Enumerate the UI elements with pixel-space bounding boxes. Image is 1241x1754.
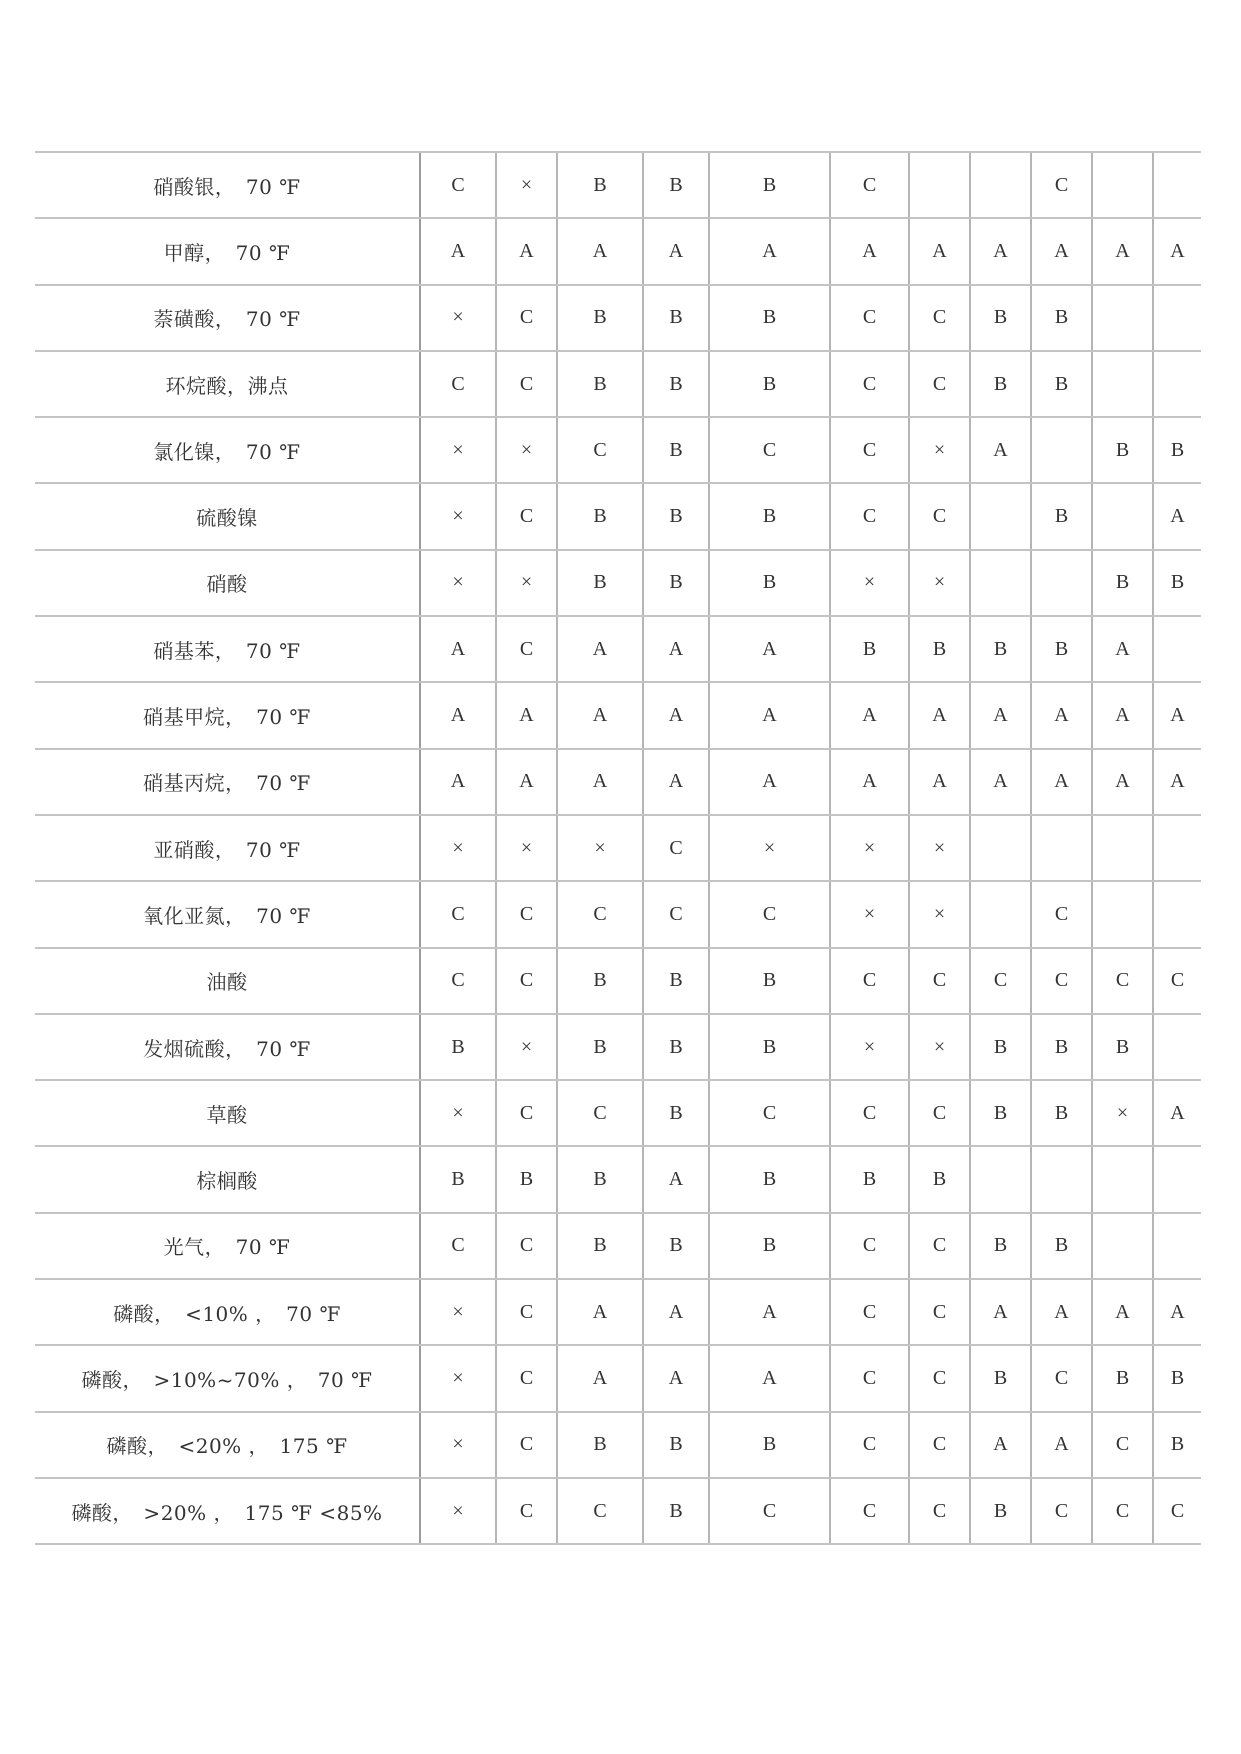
rating-cell: B (643, 1478, 709, 1544)
table-row (35, 1014, 1201, 1080)
rating-cell: A (830, 218, 909, 284)
rating-cell: × (830, 815, 909, 881)
rating-cell: × (496, 815, 557, 881)
rating-cell: C (1031, 1345, 1092, 1411)
rating-cell: × (709, 815, 830, 881)
table-row (35, 483, 1201, 549)
rating-cell (970, 881, 1031, 947)
rating-cell (1031, 417, 1092, 483)
rating-cell: × (830, 1014, 909, 1080)
rating-cell: B (970, 1014, 1031, 1080)
rating-cell: × (909, 881, 970, 947)
rating-cell: A (1153, 749, 1201, 815)
rating-cell: A (1092, 218, 1153, 284)
rating-cell: C (557, 881, 643, 947)
rating-cell: A (1031, 218, 1092, 284)
rating-cell: B (1153, 1345, 1201, 1411)
rating-cell: C (830, 1279, 909, 1345)
rating-cell: C (909, 483, 970, 549)
rating-cell: B (970, 1080, 1031, 1146)
rating-cell: A (1092, 616, 1153, 682)
table-row (35, 1213, 1201, 1279)
rating-cell: C (909, 1478, 970, 1544)
rating-cell: C (709, 881, 830, 947)
rating-cell: C (1031, 1478, 1092, 1544)
rating-cell: C (830, 351, 909, 417)
rating-cell: C (830, 152, 909, 218)
rating-cell: × (909, 550, 970, 616)
rating-cell: A (830, 749, 909, 815)
rating-cell: B (557, 285, 643, 351)
table-row (35, 1279, 1201, 1345)
rating-cell: C (496, 1412, 557, 1478)
rating-cell: C (496, 1345, 557, 1411)
medium-name-cell: 棕榈酸 (35, 1146, 420, 1212)
table-row (35, 285, 1201, 351)
rating-cell: C (909, 1345, 970, 1411)
rating-cell: A (496, 749, 557, 815)
rating-cell: B (1031, 1014, 1092, 1080)
rating-cell: A (557, 1345, 643, 1411)
rating-cell: A (709, 1279, 830, 1345)
rating-cell: × (420, 1279, 496, 1345)
rating-cell: A (1153, 218, 1201, 284)
rating-cell: C (420, 948, 496, 1014)
rating-cell: A (709, 1345, 830, 1411)
rating-cell (1153, 152, 1201, 218)
rating-cell: A (643, 1146, 709, 1212)
rating-cell: C (830, 1345, 909, 1411)
medium-name-cell: 磷酸， <10% ， 70 ℉ (35, 1279, 420, 1345)
rating-cell: A (1031, 749, 1092, 815)
rating-cell: A (420, 749, 496, 815)
rating-cell: C (1031, 881, 1092, 947)
rating-cell: B (1031, 483, 1092, 549)
rating-cell: A (909, 218, 970, 284)
rating-cell: B (557, 1146, 643, 1212)
rating-cell: A (830, 682, 909, 748)
rating-cell: B (1031, 1080, 1092, 1146)
table-row (35, 218, 1201, 284)
medium-name-cell: 环烷酸，沸点 (35, 351, 420, 417)
rating-cell: B (970, 616, 1031, 682)
rating-cell: A (909, 682, 970, 748)
rating-cell: B (557, 1014, 643, 1080)
rating-cell (970, 550, 1031, 616)
table-row (35, 881, 1201, 947)
rating-cell: B (643, 1080, 709, 1146)
rating-cell (970, 483, 1031, 549)
table-row (35, 815, 1201, 881)
rating-cell: B (709, 550, 830, 616)
rating-cell: A (1153, 682, 1201, 748)
rating-cell: A (970, 682, 1031, 748)
rating-cell (1153, 616, 1201, 682)
rating-cell: C (496, 285, 557, 351)
table-row (35, 682, 1201, 748)
rating-cell: C (909, 948, 970, 1014)
medium-name-cell: 磷酸， <20% ， 175 ℉ (35, 1412, 420, 1478)
rating-cell: B (1153, 550, 1201, 616)
rating-cell: A (643, 749, 709, 815)
rating-cell (1092, 351, 1153, 417)
rating-cell: A (557, 218, 643, 284)
rating-cell: A (970, 749, 1031, 815)
table-row (35, 616, 1201, 682)
medium-name-cell: 草酸 (35, 1080, 420, 1146)
rating-cell: B (1031, 285, 1092, 351)
rating-cell: B (970, 285, 1031, 351)
rating-cell: B (909, 616, 970, 682)
table-row (35, 1478, 1201, 1544)
rating-cell: A (970, 1279, 1031, 1345)
rating-cell: A (643, 1279, 709, 1345)
medium-name-cell: 光气， 70 ℉ (35, 1213, 420, 1279)
rating-cell (1092, 152, 1153, 218)
rating-cell: C (420, 152, 496, 218)
rating-cell: × (420, 1478, 496, 1544)
rating-cell: B (709, 1213, 830, 1279)
rating-cell: A (1153, 1279, 1201, 1345)
medium-name-cell: 磷酸， >20% ， 175 ℉ <85% (35, 1478, 420, 1544)
rating-cell: B (557, 483, 643, 549)
rating-cell: B (643, 483, 709, 549)
rating-cell: B (643, 351, 709, 417)
rating-cell: × (830, 550, 909, 616)
rating-cell: × (420, 417, 496, 483)
rating-cell (1092, 483, 1153, 549)
rating-cell: × (909, 815, 970, 881)
rating-cell: A (496, 682, 557, 748)
rating-cell: B (970, 351, 1031, 417)
rating-cell: A (709, 749, 830, 815)
compatibility-table (35, 151, 1201, 1545)
rating-cell: B (1031, 351, 1092, 417)
rating-cell: B (557, 948, 643, 1014)
rating-cell: B (709, 1014, 830, 1080)
table-row (35, 1146, 1201, 1212)
rating-cell: × (496, 417, 557, 483)
medium-name-cell: 发烟硫酸， 70 ℉ (35, 1014, 420, 1080)
rating-cell: B (709, 1146, 830, 1212)
medium-name-cell: 硝酸银， 70 ℉ (35, 152, 420, 218)
rating-cell (1153, 1146, 1201, 1212)
rating-cell: C (830, 483, 909, 549)
medium-name-cell: 氯化镍， 70 ℉ (35, 417, 420, 483)
rating-cell: A (557, 1279, 643, 1345)
rating-cell: × (420, 815, 496, 881)
rating-cell: C (909, 1080, 970, 1146)
rating-cell: × (420, 1412, 496, 1478)
rating-cell: B (557, 152, 643, 218)
medium-name-cell: 硝基丙烷， 70 ℉ (35, 749, 420, 815)
rating-cell: C (496, 881, 557, 947)
rating-cell: × (420, 1080, 496, 1146)
rating-cell: C (709, 417, 830, 483)
table-row (35, 1080, 1201, 1146)
rating-cell: × (557, 815, 643, 881)
rating-cell: A (420, 682, 496, 748)
rating-cell: B (1031, 616, 1092, 682)
rating-cell: × (1092, 1080, 1153, 1146)
rating-cell: B (420, 1014, 496, 1080)
rating-cell: A (1092, 1279, 1153, 1345)
rating-cell: C (830, 1213, 909, 1279)
rating-cell: B (1092, 550, 1153, 616)
rating-cell: C (830, 1080, 909, 1146)
rating-cell: A (1153, 1080, 1201, 1146)
rating-cell: × (420, 1345, 496, 1411)
rating-cell (1153, 1014, 1201, 1080)
rating-cell: B (643, 550, 709, 616)
rating-cell: C (830, 285, 909, 351)
rating-cell: C (557, 1478, 643, 1544)
rating-cell: C (420, 881, 496, 947)
rating-cell: C (496, 1279, 557, 1345)
rating-cell: C (1092, 1478, 1153, 1544)
rating-cell: B (557, 1213, 643, 1279)
rating-cell: A (1031, 682, 1092, 748)
rating-cell: × (420, 285, 496, 351)
rating-cell (1031, 1146, 1092, 1212)
rating-cell: A (970, 417, 1031, 483)
rating-cell: C (557, 1080, 643, 1146)
rating-cell: × (496, 550, 557, 616)
rating-cell: C (909, 1279, 970, 1345)
rating-cell: B (709, 948, 830, 1014)
rating-cell (1092, 1213, 1153, 1279)
rating-cell: C (420, 1213, 496, 1279)
rating-cell (1153, 351, 1201, 417)
rating-cell: C (557, 417, 643, 483)
rating-cell: B (970, 1478, 1031, 1544)
rating-cell: B (1092, 1014, 1153, 1080)
rating-cell: C (496, 1080, 557, 1146)
rating-cell: B (643, 948, 709, 1014)
rating-cell (1092, 285, 1153, 351)
rating-cell: C (1092, 948, 1153, 1014)
rating-cell: B (709, 1412, 830, 1478)
rating-cell: A (970, 1412, 1031, 1478)
rating-cell: A (557, 682, 643, 748)
medium-name-cell: 萘磺酸， 70 ℉ (35, 285, 420, 351)
rating-cell: A (709, 682, 830, 748)
rating-cell: C (1031, 948, 1092, 1014)
rating-cell: B (1031, 1213, 1092, 1279)
rating-cell: × (496, 1014, 557, 1080)
table-row (35, 749, 1201, 815)
rating-cell: A (1031, 1279, 1092, 1345)
rating-cell (970, 815, 1031, 881)
medium-name-cell: 亚硝酸， 70 ℉ (35, 815, 420, 881)
rating-cell: A (1153, 483, 1201, 549)
rating-cell: B (1092, 1345, 1153, 1411)
rating-cell: × (909, 417, 970, 483)
rating-cell: C (970, 948, 1031, 1014)
table-row (35, 948, 1201, 1014)
rating-cell: C (709, 1080, 830, 1146)
rating-cell: B (643, 1014, 709, 1080)
table-row (35, 1345, 1201, 1411)
table-row (35, 1412, 1201, 1478)
table-row (35, 417, 1201, 483)
rating-cell: A (643, 1345, 709, 1411)
rating-cell: B (643, 152, 709, 218)
rating-cell (1153, 881, 1201, 947)
rating-cell: B (643, 285, 709, 351)
rating-cell: C (909, 285, 970, 351)
rating-cell (909, 152, 970, 218)
rating-cell: C (420, 351, 496, 417)
rating-cell: A (709, 616, 830, 682)
rating-cell: C (496, 483, 557, 549)
table-row (35, 351, 1201, 417)
rating-cell: B (1092, 417, 1153, 483)
rating-cell (970, 152, 1031, 218)
medium-name-cell: 硝基甲烷， 70 ℉ (35, 682, 420, 748)
rating-cell: A (909, 749, 970, 815)
rating-cell: C (1153, 1478, 1201, 1544)
rating-cell: B (709, 351, 830, 417)
rating-cell: B (496, 1146, 557, 1212)
rating-cell: A (557, 749, 643, 815)
rating-cell: A (420, 218, 496, 284)
rating-cell: C (496, 948, 557, 1014)
rating-cell: B (1153, 417, 1201, 483)
rating-cell (1153, 815, 1201, 881)
rating-cell: C (1092, 1412, 1153, 1478)
rating-cell: B (830, 616, 909, 682)
rating-cell: × (420, 550, 496, 616)
table-body (35, 152, 1201, 1544)
rating-cell: B (557, 351, 643, 417)
rating-cell: C (830, 948, 909, 1014)
rating-cell: B (557, 550, 643, 616)
rating-cell: × (496, 152, 557, 218)
rating-cell: A (1031, 1412, 1092, 1478)
rating-cell: A (643, 616, 709, 682)
rating-cell: B (557, 1412, 643, 1478)
rating-cell: B (970, 1345, 1031, 1411)
rating-cell: C (643, 815, 709, 881)
rating-cell: B (830, 1146, 909, 1212)
rating-cell: C (643, 881, 709, 947)
rating-cell: × (420, 483, 496, 549)
rating-cell: A (970, 218, 1031, 284)
table-row (35, 550, 1201, 616)
medium-name-cell: 磷酸， >10%~70% ， 70 ℉ (35, 1345, 420, 1411)
rating-cell (1031, 550, 1092, 616)
rating-cell: C (909, 1412, 970, 1478)
rating-cell (970, 1146, 1031, 1212)
rating-cell (1031, 815, 1092, 881)
rating-cell: A (1092, 749, 1153, 815)
rating-cell: A (420, 616, 496, 682)
rating-cell: B (643, 417, 709, 483)
rating-cell: B (709, 285, 830, 351)
rating-cell: × (830, 881, 909, 947)
rating-cell (1153, 1213, 1201, 1279)
rating-cell: A (1092, 682, 1153, 748)
medium-name-cell: 甲醇， 70 ℉ (35, 218, 420, 284)
rating-cell: B (970, 1213, 1031, 1279)
rating-cell: C (909, 351, 970, 417)
medium-name-cell: 油酸 (35, 948, 420, 1014)
medium-name-cell: 氧化亚氮， 70 ℉ (35, 881, 420, 947)
medium-name-cell: 硝基苯， 70 ℉ (35, 616, 420, 682)
rating-cell: B (709, 483, 830, 549)
rating-cell (1153, 285, 1201, 351)
rating-cell: C (496, 1213, 557, 1279)
rating-cell (1092, 1146, 1153, 1212)
rating-cell: C (830, 1478, 909, 1544)
rating-cell: B (643, 1213, 709, 1279)
rating-cell: C (1153, 948, 1201, 1014)
rating-cell: C (830, 417, 909, 483)
rating-cell: C (496, 1478, 557, 1544)
rating-cell (1092, 815, 1153, 881)
rating-cell (1092, 881, 1153, 947)
rating-cell: A (709, 218, 830, 284)
rating-cell: C (496, 616, 557, 682)
rating-cell: C (909, 1213, 970, 1279)
rating-cell: C (709, 1478, 830, 1544)
rating-cell: B (420, 1146, 496, 1212)
rating-cell: C (830, 1412, 909, 1478)
rating-cell: B (909, 1146, 970, 1212)
medium-name-cell: 硝酸 (35, 550, 420, 616)
rating-cell: A (496, 218, 557, 284)
table-row (35, 152, 1201, 218)
medium-name-cell: 硫酸镍 (35, 483, 420, 549)
rating-cell: B (709, 152, 830, 218)
rating-cell: A (643, 218, 709, 284)
rating-cell: × (909, 1014, 970, 1080)
rating-cell: C (496, 351, 557, 417)
rating-cell: A (557, 616, 643, 682)
rating-cell: C (1031, 152, 1092, 218)
rating-cell: B (643, 1412, 709, 1478)
rating-cell: A (643, 682, 709, 748)
rating-cell: B (1153, 1412, 1201, 1478)
